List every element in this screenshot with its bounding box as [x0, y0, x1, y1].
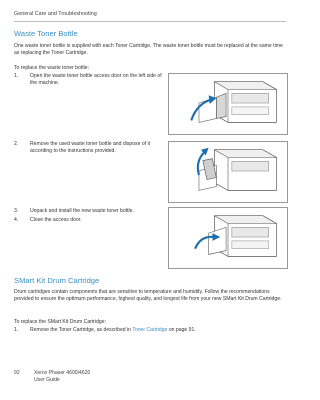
- footer-product: Xerox Phaser 4600/4620: [34, 370, 91, 376]
- step-number: 1.: [14, 73, 19, 79]
- waste-toner-lead: To replace the waste toner bottle:: [14, 65, 90, 71]
- footer-guide: User Guide: [34, 377, 60, 383]
- step-number: 4.: [14, 217, 19, 223]
- illustration-open-access-door: [168, 73, 288, 135]
- step-text: Close the access door.: [30, 217, 82, 223]
- step-text: Remove the used waste toner bottle and dispose of it according to the instructions provided.: [30, 141, 151, 155]
- illustration-remove-waste-bottle: [168, 141, 288, 203]
- header-divider: [14, 21, 286, 22]
- waste-toner-intro: One waste toner bottle is supplied with each Toner Cartridge. The waste toner bottle must be replaced at the same time as replacing the Toner Cartridge.: [14, 43, 283, 57]
- running-header: General Care and Troubleshooting: [14, 11, 97, 17]
- drum-cartridge-intro: Drum cartridges contain components that are sensitive to temperature and humidity. Follow the recommendations provided to ensure the optimum performance, highest quality, and longest life from your new SMart Kit Drum Cartridge.: [14, 289, 282, 303]
- step-text: Open the waste toner bottle access door on the left side of the machine.: [30, 73, 162, 87]
- step-text-before-link: Remove the Toner Cartridge, as described in: [30, 327, 133, 333]
- section-title-waste-toner: Waste Toner Bottle: [14, 29, 78, 38]
- step-text: Unpack and install the new waste toner bottle.: [30, 208, 134, 214]
- section-title-drum-cartridge: SMart Kit Drum Cartridge: [14, 276, 100, 285]
- step-text-after-link: on page 91.: [167, 327, 196, 333]
- step-text: [30, 327, 280, 334]
- drum-cartridge-lead: To replace the SMart Kit Drum Cartridge:: [14, 319, 107, 325]
- step-number: 2.: [14, 141, 19, 147]
- illustration-close-access-door: [168, 207, 288, 269]
- page-number: 92: [14, 370, 20, 376]
- step-number: 3.: [14, 208, 19, 214]
- toner-cartridge-link[interactable]: Toner Cartridge: [132, 327, 168, 333]
- step-number: 1.: [14, 327, 19, 333]
